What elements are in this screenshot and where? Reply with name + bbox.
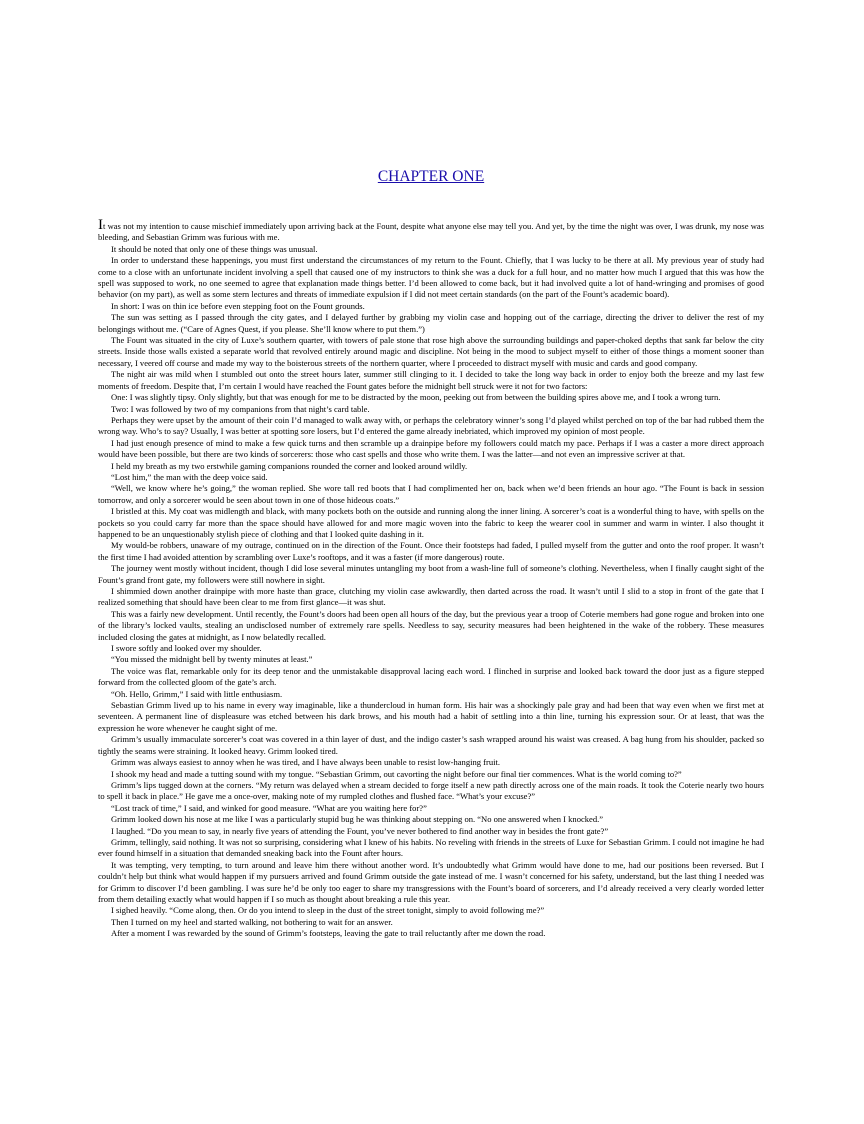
paragraph: I held my breath as my two erstwhile gaming companions rounded the corner and looked around wildly.: [111, 460, 468, 471]
paragraph: “Lost him,” the man with the deep voice said.: [111, 471, 268, 482]
paragraph: “You missed the midnight bell by twenty minutes at least.”: [111, 654, 313, 665]
paragraph: My would-be robbers, unaware of my outrage, continued on in the direction of the Fount. Once their footsteps had faded, I pulled myself from the gutter and onto the roof proper. It wasn’t the first time I had avoided attention by scrambling over Luxe’s rooftops, and it was a faster (if more dangerous) route.: [98, 540, 764, 562]
opening-paragraph-text: t was not my intention to cause mischief immediately upon arriving back at the Fount, despite what anyone else may tell you. And yet, by the time the night was over, I was drunk, my nose was bleeding, and Sebastian Grimm was furious with me.: [98, 221, 764, 243]
paragraph: I had just enough presence of mind to make a few quick turns and then scramble up a drainpipe before my followers could match my pace. Perhaps if I was a caster a more direct approach would have been possible, but there are two kinds of sorcerers: those who cast spells and those who write them. I was the latter—and not even an impressive scriver at that.: [98, 437, 764, 460]
chapter-body: [98, 217, 764, 940]
paragraph: I shimmied down another drainpipe with more haste than grace, clutching my violin case awkwardly, then darted across the road. It wasn’t until I slid to a stop in front of the gate that I realized something that should have been clear to me from first glance—it was shut.: [98, 586, 764, 608]
paragraph: Two: I was followed by two of my companions from that night’s card table.: [111, 403, 370, 414]
paragraph: In short: I was on thin ice before even stepping foot on the Fount grounds.: [111, 300, 365, 311]
paragraph: I laughed. “Do you mean to say, in nearly five years of attending the Fount, you’ve never bothered to find another way in besides the front gate?”: [111, 825, 609, 836]
paragraph: It should be noted that only one of these things was unusual.: [111, 243, 318, 254]
paragraph: After a moment I was rewarded by the sound of Grimm’s footsteps, leaving the gate to trail reluctantly after me down the road.: [111, 928, 546, 939]
drop-cap: I: [98, 217, 103, 233]
paragraph: The Fount was situated in the city of Luxe’s southern quarter, with towers of pale stone that rose high above the surrounding buildings and paper-choked depths that sank far below the city streets. Inside those walls existed a separate world that revolved entirely around magic and discipline. Not being in the mood to subject myself to either of those things a moment sooner than necessary, I veered off course and made my way to the boisterous streets of the northern quarter, where I proceeded to distract myself with music and cards and good company.: [98, 335, 764, 368]
paragraph: In order to understand these happenings, you must first understand the circumstances of my return to the Fount. Chiefly, that I was lucky to be there at all. My previous year of study had come to a close with an unfortunate incident involving a spell that caused one of my instructors to think she was a duck for a full hour, and no matter how much I argued that this was how the spell was supposed to work, no one seemed to agree that explanation made things better. I’d been allowed to come back, but it had involved quite a lot of hand-wringing and promises of good behavior (on my part), as well as some stern lectures and threats of immediate expulsion if I did not meet certain standards (on the part of the Fount’s academic board).: [98, 255, 764, 300]
paragraph: The voice was flat, remarkable only for its deep tenor and the unmistakable disapproval lacing each word. I flinched in surprise and looked back toward the door just as a figure stepped forward from the collected gloom of the gate’s arch.: [98, 665, 764, 688]
paragraph: Grimm, tellingly, said nothing. It was not so surprising, considering what I knew of his habits. No reveling with friends in the streets of Luxe for Sebastian Grimm. I could not imagine he had ever found himself in a situation that demanded sneaking back into the Fount after hours.: [98, 836, 764, 859]
paragraph: I bristled at this. My coat was midlength and black, with many pockets both on the outside and running along the inner lining. A sorcerer’s coat is a wonderful thing to have, with spells on the pockets so you could carry far more than the space should have allowed for and more magic woven into the fabric to keep the wearer cool in summer and warm in winter. I also thought it happened to be an unquestionably stylish piece of clothing and that I looked quite dashing in it.: [98, 506, 764, 539]
paragraph: “Oh. Hello, Grimm,” I said with little enthusiasm.: [111, 688, 283, 699]
paragraph: I swore softly and looked over my shoulder.: [111, 643, 262, 654]
paragraph: This was a fairly new development. Until recently, the Fount’s doors had been open all hours of the day, but the previous year a troop of Coterie members had gone rogue and broken into one of the library’s locked vaults, stealing an undisclosed number of extremely rare spells. Needless to say, security measures had been heightened in the wake of the robbery. These measures included closing the gates at midnight, as I now belatedly recalled.: [98, 608, 764, 642]
paragraph: “Well, we know where he’s going,” the woman replied. She wore tall red boots that I had complimented her on, back when we’d been friends an hour ago. “The Fount is back in session tomorrow, and only a sorcerer would be seen about town in one of those hideous coats.”: [98, 483, 764, 505]
paragraph: The sun was setting as I passed through the city gates, and I delayed further by grabbing my violin case and hopping out of the carriage, directing the driver to deliver the rest of my belongings without me. (“Care of Agnes Quest, if you please. She’ll know where to put them.”): [98, 312, 764, 334]
paragraph: Grimm looked down his nose at me like I was a particularly stupid bug he was thinking about stepping on. “No one answered when I knocked.”: [111, 814, 604, 825]
opening-paragraph: [98, 217, 764, 244]
paragraph: I shook my head and made a tutting sound with my tongue. “Sebastian Grimm, out cavorting the night before our final tier commences. What is the world coming to?”: [111, 768, 682, 779]
chapter-title-link[interactable]: CHAPTER ONE: [377, 168, 485, 185]
paragraph: Sebastian Grimm lived up to his name in every way imaginable, like a thundercloud in human form. His hair was a shockingly pale gray and had been that way even when we first met at seventeen. A permanent line of displeasure was etched between his dark brows, and his mouth had a habit of settling into a thin line, turning his expression sour. Or at least, that was the expression he wore whenever he caught sight of me.: [98, 700, 764, 733]
chapter-heading: [98, 168, 764, 186]
paragraph: Then I turned on my heel and started walking, not bothering to wait for an answer.: [111, 916, 393, 927]
paragraph: One: I was slightly tipsy. Only slightly, but that was enough for me to be distracted by the moon, peeking out from between the building spires above me, and I took a wrong turn.: [111, 392, 721, 403]
paragraph: The journey went mostly without incident, though I did lose several minutes untangling my boot from a wash-line full of someone’s clothing. Nevertheless, when I finally caught sight of the Fount’s grand front gate, my followers were still nowhere in sight.: [98, 563, 764, 585]
paragraph: Perhaps they were upset by the amount of their coin I’d managed to walk away with, or perhaps the celebratory winner’s song I’d played whilst perched on top of the bar had rubbed them the wrong way. Who’s to say? Usually, I was better at spotting sore losers, but I’d entered the game already inebriated, which improved my opinion of most people.: [98, 414, 764, 437]
paragraph: It was tempting, very tempting, to turn around and leave him there without another word. It’s undoubtedly what Grimm would have done to me, had our positions been reversed. But I couldn’t help but think what would happen if my pursuers arrived and found Grimm outside the gate instead of me. I wasn’t concerned for his safety, understand, but the last thing I needed was for Grimm to discover I’d been gambling. I was sure he’d be only too eager to share my transgressions with the Fount’s board of sorcerers, and I’d already received a very clearly worded letter from them detailing exactly what would happen if I so much as thought about breaking a rule this year.: [98, 859, 764, 904]
paragraph: Grimm’s usually immaculate sorcerer’s coat was covered in a thin layer of dust, and the indigo caster’s sash wrapped around his waist was creased. A bag hung from his shoulder, packed so tightly the seams were straining. It looked heavy. Grimm looked tired.: [98, 734, 764, 756]
paragraph: Grimm’s lips tugged down at the corners. “My return was delayed when a stream decided to forge itself a new path directly across one of the main roads. It took the Coterie nearly two hours to spell it back in place.” He gave me a once-over, making note of my rumpled clothes and flushed face. “What’s your excuse?”: [98, 779, 764, 802]
paragraph: “Lost track of time,” I said, and winked for good measure. “What are you waiting here for?”: [111, 802, 427, 813]
paragraph: The night air was mild when I stumbled out onto the street hours later, summer still clinging to it. I decided to take the long way back in order to enjoy both the breeze and my last few moments of freedom. Despite that, I’m certain I would have reached the Fount gates before the midnight bell struck were it not for two factors:: [98, 369, 764, 391]
paragraph: Grimm was always easiest to annoy when he was tired, and I have always been unable to resist low-hanging fruit.: [111, 757, 501, 768]
paragraph: I sighed heavily. “Come along, then. Or do you intend to sleep in the dust of the street tonight, simply to avoid following me?”: [111, 905, 545, 916]
